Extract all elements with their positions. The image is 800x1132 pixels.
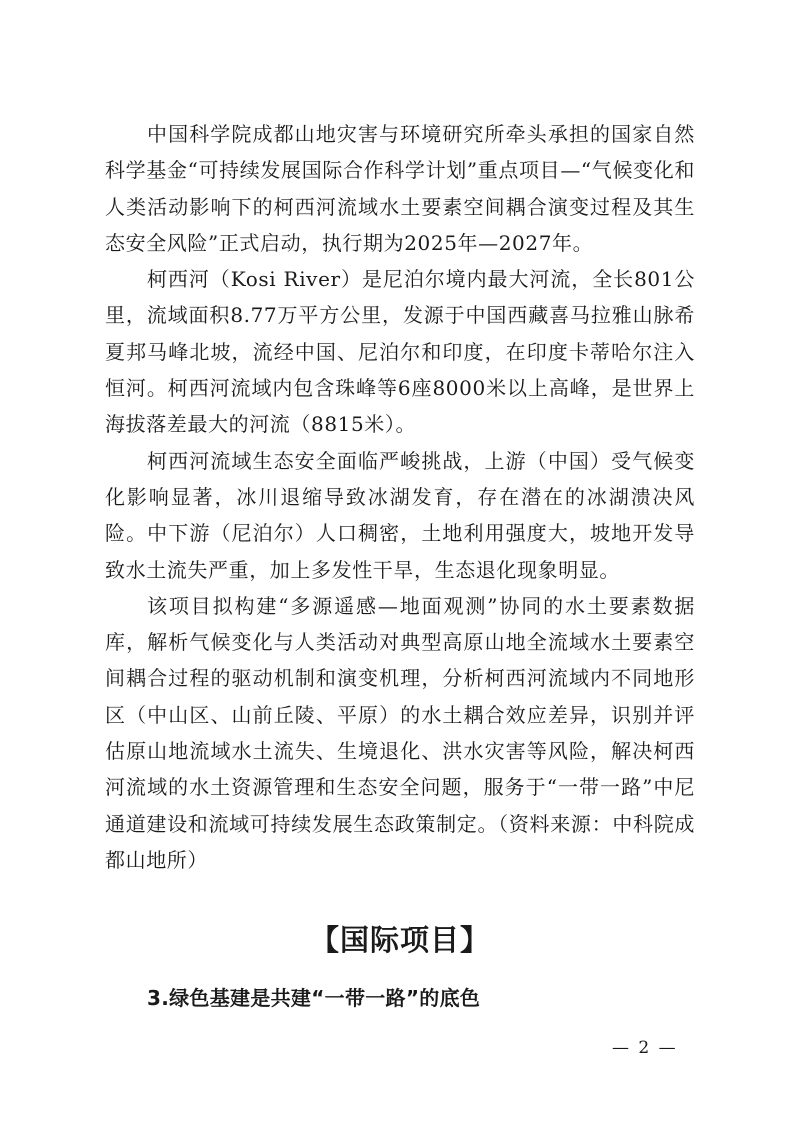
paragraph-project-launch: 中国科学院成都山地灾害与环境研究所牵头承担的国家自然科学基金“可持续发展国际合作科学计划”重点项目—“气候变化和人类活动影响下的柯西河流域水土要素空间耦合演变过程及其生态安全风险”正式启动，执行期为2025年—2027年。 bbox=[105, 122, 695, 255]
paragraph-project-goals: 该项目拟构建“多源遥感—地面观测”协同的水土要素数据库，解析气候变化与人类活动对典型高原山地全流域水土要素空间耦合过程的驱动机制和演变机理，分析柯西河流域内不同地形区（中山区、山前丘陵、平原）的水土耦合效应差异，识别并评估原山地流域水土流失、生境退化、洪水灾害等风险，解决柯西河流域的水土资源管理和生态安全问题，服务于“一带一路”中尼通道建设和流域可持续发展生态政策制定。（资料来源：中科院成都山地所） bbox=[105, 593, 695, 872]
paragraph-ecological-challenges: 柯西河流域生态安全面临严峻挑战，上游（中国）受气候变化影响显著，冰川退缩导致冰湖发育，存在潜在的冰湖溃决风险。中下游（尼泊尔）人口稠密，土地利用强度大，坡地开发导致水土流失严重，加上多发性干旱，生态退化现象明显。 bbox=[105, 448, 695, 582]
page-number: — 2 — bbox=[612, 1038, 678, 1058]
article-subheading: 3.绿色基建是共建“一带一路”的底色 bbox=[147, 986, 481, 1010]
section-heading: 【国际项目】 bbox=[309, 923, 490, 957]
paragraph-kosi-river-overview: 柯西河（Kosi River）是尼泊尔境内最大河流，全长801公里，流域面积8.77万平方公里，发源于中国西藏喜马拉雅山脉希夏邦马峰北坡，流经中国、尼泊尔和印度，在印度卡蒂哈尔注入恒河。柯西河流域内包含珠峰等6座8000米以上高峰，是世界上海拔落差最大的河流（8815米）。 bbox=[105, 267, 695, 437]
article-body bbox=[105, 116, 695, 878]
